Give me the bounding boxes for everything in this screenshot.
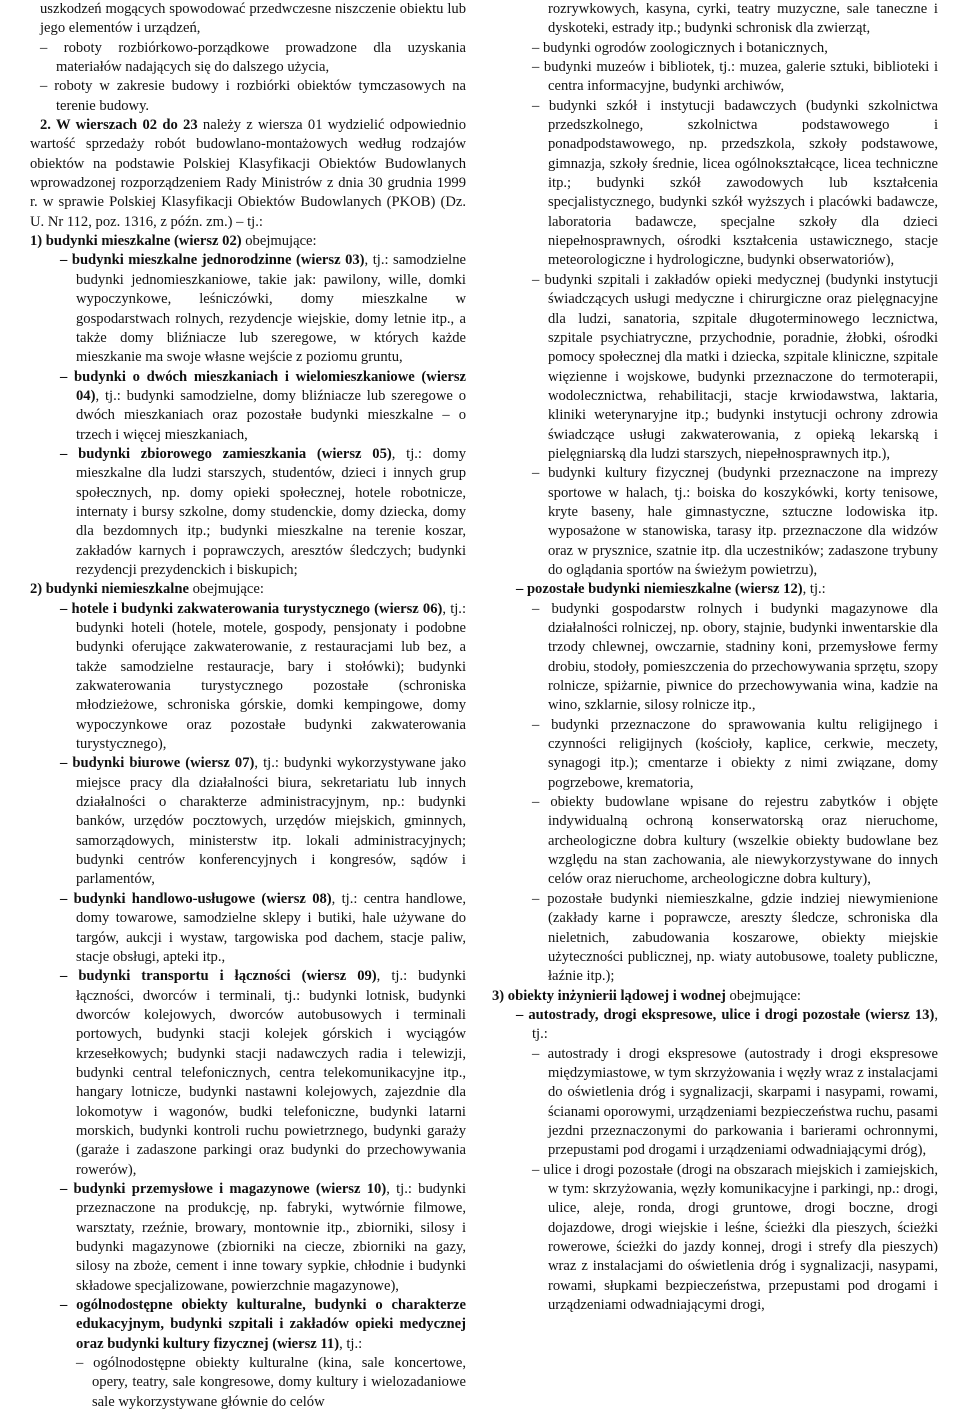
list-item: – hotele i budynki zakwaterowania turystycznego (wiersz 06), tj.: budynki hoteli (hotele, motele, gospody, pensjonaty i podobne budynki oferujące zakwaterowanie, z restauracjami lub bez, a także samodzielne restauracje, bary i stołówki); budynki zakwaterowania turystycznego pozostałe (schroniska młodzieżowe, schroniska górskie, domki kempingowe, domy wypoczynkowe oraz pozostałe budynki zakwaterowania turystycznego), xyxy=(60,600,467,753)
list-item: – budynki kultury fizycznej (budynki przeznaczone na imprezy sportowe w halach, tj.: boiska do koszykówki, korty tenisowe, kryte baseny, hale gimnastyczne, sztuczne lodowiska itp. wyposażone w stanowiska, tarasy itp. przeznaczone dla widzów oraz w prysznice, szatnie itp. dla uczestników; zadaszone trybuny do oglądania sportów na świeżym powietrzu), xyxy=(532,465,938,578)
bold-text: – pozostałe budynki niemieszkalne (wiersz 12) xyxy=(516,581,803,598)
list-item: – budynki transportu i łączności (wiersz 09), tj.: budynki łączności, dworców i terminali, tj.: budynki lotnisk, budynki dworców kolejowych, dworców autobusowych i terminali portowych, budynki stacji kolejek górskich i wyciągów krzesełkowych; budynki stacji nadawczych radia i telewizji, budynki central telefonicznych, centra telekomunikacyjne itp., hangary lotnicze, budynki nastawni kolejowych, zajezdnie dla lokomotyw i wagonów, budki telefoniczne, budynki latarni morskich, budynki kontroli ruchu powietrznego, budynki garaży (garaże i zadaszone parkingi oraz budynki do przechowywania rowerów), xyxy=(60,968,467,1178)
list-item: – autostrady, drogi ekspresowe, ulice i drogi pozostałe (wiersz 13), tj.: xyxy=(516,1006,938,1043)
list-item: – budynki mieszkalne jednorodzinne (wiersz 03), tj.: samodzielne budynki jednomieszkaniowe, takie jak: pawilony, wille, domki wypoczynkowe, leśniczówki, domy mieszkalne w gospodarstwach rolnych, rezydencje wiejskie, domy letnie itp., a także domy bliźniacze lub szeregowe, w których każde mieszkanie ma swoje własne wejście z poziomu gruntu, xyxy=(60,252,466,366)
bold-text: – budynki handlowo-usługowe (wiersz 08) xyxy=(60,890,332,907)
bold-text: – budynki zbiorowego zamieszkania (wiersz 05) xyxy=(60,445,392,462)
list-item: – budynki szkół i instytucji badawczych (budynki szkolnictwa przedszkolnego, szkolnictwa podstawowego i ponadpodstawowego, np. przedszkola, szkoły podstawowe, gimnazja, szkoły średnie, licea ogólnokształcące, licea techniczne itp.; budynki szkół zawodowych lub kształcenia specjalistycznego, budynki szkół wyższych i placówki badawcze, laboratoria badawcze, specjalne szkoły dla dzieci niepełnosprawnych, ośrodki kształcenia ustawicznego, stacje meteorologiczne i hydrologiczne, budynki obserwatoriów), xyxy=(532,97,938,269)
list-item: – budynki biurowe (wiersz 07), tj.: budynki wykorzystywane jako miejsce pracy dla działalności biura, sekretariatu lub innych działalności o charakterze administracyjnym, np.: budynki banków, urzędów pocztowych, urzędów miejskich, gminnych, samorządowych, ministerstw itp. lokali administracyjnych; budynki centrów konferencyjnych i kongresów, sądów i parlamentów, xyxy=(60,755,466,888)
list-item: – pozostałe budynki niemieszkalne, gdzie indziej niewymienione (zakłady karne i poprawcze, areszty śledcze, schroniska dla nieletnich, zabudowania koszarowe, obiekty miejskie użyteczności publicznej, np. wiaty autobusowe, toalety publiczne, łaźnie itp.); xyxy=(532,890,938,985)
bold-text: – budynki przemysłowe i magazynowe (wiersz 10) xyxy=(60,1180,387,1197)
paragraph: 2. W wierszach 02 do 23 należy z wiersza 01 wydzielić odpowiednio wartość sprzedaży robót budowlano-montażowych według rodzajów obiektów na podstawie Polskiej Klasyfikacji Obiektów Budowlanych wprowadzonej rozporządzeniem Rady Ministrów z dnia 30 grudnia 1999 r. w sprawie Polskiej Klasyfikacji Obiektów Budowlanych (PKOB) (Dz. U. Nr 112, poz. 1316, z późn. zm.) – tj.: xyxy=(30,117,466,230)
bold-text: – hotele i budynki zakwaterowania turystycznego (wiersz 06) xyxy=(60,600,443,617)
bold-text: 2. W wierszach 02 do 23 xyxy=(40,117,198,134)
list-item: 1) budynki mieszkalne (wiersz 02) obejmujące: xyxy=(30,233,317,250)
list-item: – ogólnodostępne obiekty kulturalne (kina, sale koncertowe, opery, teatry, sale kongresowe, domy kultury i wielozadaniowe sale wykorzystywane głównie do celów xyxy=(76,1355,466,1410)
right-column xyxy=(492,0,938,1315)
bold-text: – autostrady, drogi ekspresowe, ulice i drogi pozostałe (wiersz 13) xyxy=(516,1006,935,1023)
list-item: – budynki handlowo-usługowe (wiersz 08), tj.: centra handlowe, domy towarowe, samodzielne sklepy i butiki, hale używane do targów, aukcji i wystaw, targowiska pod dachem, stacje paliw, stacje obsługi, apteki itp., xyxy=(60,890,466,965)
list-item: – ulice i drogi pozostałe (drogi na obszarach miejskich i zamiejskich, w tym: skrzyżowania, węzły komunikacyjne i parkingi, np.: drogi, ulice, aleje, ronda, drogi gruntowe, drogi boczne, drogi dojazdowe, drogi wiejskie i leśne, ścieżki dla pieszych, ścieżki rowerowe, ścieżki do jazdy konnej, drogi i strefy dla pieszych) wraz z instalacjami do oświetlenia dróg i sygnalizacji, nasypami, rowami, słupkami bezpieczeństwa, przepustami pod drogami i urządzeniami odwadniającymi drogi, xyxy=(532,1161,938,1314)
bold-text: – budynki mieszkalne jednorodzinne (wiersz 03) xyxy=(60,252,365,269)
list-item: 3) obiekty inżynierii lądowej i wodnej obejmujące: xyxy=(492,987,801,1004)
list-item: – budynki przemysłowe i magazynowe (wiersz 10), tj.: budynki przeznaczone na produkcję, np. fabryki, wytwórnie filmowe, warsztaty, rzeźnie, browary, montownie itp., zbiorniki, silosy i budynki magazynowe (zbiorniki na ciecze, zbiorniki na gazy, silosy na zboże, cement i inne towary sypkie, chłodnie i budynki składowe specjalizowane, powierzchnie magazynowe), xyxy=(60,1180,467,1294)
list-item: – ogólnodostępne obiekty kulturalne, budynki o charakterze edukacyjnym, budynki szpitali i zakładów opieki medycznej oraz budynki kultury fizycznej (wiersz 11), tj.: xyxy=(60,1297,466,1352)
bold-text: 3) obiekty inżynierii lądowej i wodnej xyxy=(492,987,726,1004)
left-column xyxy=(30,0,466,1412)
bold-text: – ogólnodostępne obiekty kulturalne, budynki o charakterze edukacyjnym, budynki szpitali i zakładów opieki medycznej oraz budynki kultury fizycznej (wiersz 11) xyxy=(60,1297,466,1352)
list-item: – budynki muzeów i bibliotek, tj.: muzea, galerie sztuki, biblioteki i centra informacyjne, budynki archiwów, xyxy=(532,59,938,95)
list-item: – roboty w zakresie budowy i rozbiórki obiektów tymczasowych na terenie budowy. xyxy=(40,78,466,114)
paragraph: rozrywkowych, kasyna, cyrki, teatry muzyczne, sale taneczne i dyskoteki, estrady itp.; budynki schronisk dla zwierząt, xyxy=(548,1,938,37)
bold-text: – budynki o dwóch mieszkaniach i wielomieszkaniowe (wiersz 04) xyxy=(60,368,466,404)
bold-text: – budynki biurowe (wiersz 07) xyxy=(60,755,255,772)
list-item: – roboty rozbiórkowo-porządkowe prowadzone dla uzyskania materiałów nadających się do dalszego użycia, xyxy=(40,39,466,76)
bold-text: – budynki transportu i łączności (wiersz 09) xyxy=(60,968,377,985)
bold-text: 1) budynki mieszkalne (wiersz 02) xyxy=(30,233,242,250)
list-item: – budynki gospodarstw rolnych i budynki magazynowe dla działalności rolniczej, np. obory, stajnie, budynki inwentarskie dla trzody chlewnej, owczarnie, stadniny koni, przemysłowe fermy drobiu, stodoły, pomieszczenia do przechowywania sprzętu, szopy rolnicze, spiżarnie, piwnice do przechowywania wina, kadzie na wino, szklarnie, silosy rolnicze itp., xyxy=(532,600,938,714)
bold-text: 2) budynki niemieszkalne xyxy=(30,581,189,598)
list-item: – budynki przeznaczone do sprawowania kultu religijnego i czynności religijnych (kościoły, kaplice, cerkwie, meczety, synagogi itp.); cmentarze i obiekty z nimi związane, domy pogrzebowe, krematoria, xyxy=(532,716,938,791)
list-item: 2) budynki niemieszkalne obejmujące: xyxy=(30,581,264,598)
list-item: – budynki o dwóch mieszkaniach i wielomieszkaniowe (wiersz 04), tj.: budynki samodzielne, domy bliźniacze lub szeregowe o dwóch mieszkaniach oraz pozostałe budynki mieszkalne – o trzech i więcej mieszkaniach, xyxy=(60,368,466,443)
list-item: – obiekty budowlane wpisane do rejestru zabytków i objęte indywidualną ochroną konserwatorską oraz nieruchome, archeologiczne dobra kultury (wszelkie obiekty budowlane bez względu na stan zachowania, ale niewykorzystywane do innych celów oraz nieruchome, archeologiczne dobra kultury), xyxy=(532,794,938,888)
paragraph: uszkodzeń mogących spowodować przedwczesne niszczenie obiektu lub jego elementów i urządzeń, xyxy=(40,1,466,37)
list-item: – budynki ogrodów zoologicznych i botanicznych, xyxy=(532,39,828,56)
list-item: – budynki zbiorowego zamieszkania (wiersz 05), tj.: domy mieszkalne dla ludzi starszych, studentów, dzieci i innych grup społecznych, np. domy opieki społecznej, hotele robotnicze, internaty i bursy szkolne, domy studenckie, domy dziecka, domy dla bezdomnych itp.; budynki mieszkalne na terenie koszar, zakładów karnych i poprawczych, aresztów śledczych; budynki rezydencji prezydenckich i biskupich; xyxy=(60,445,467,578)
list-item: – pozostałe budynki niemieszkalne (wiersz 12), tj.: xyxy=(516,581,826,598)
list-item: – budynki szpitali i zakładów opieki medycznej (budynki instytucji świadczących usługi medyczne i chirurgiczne oraz pielęgnacyjne dla ludzi, sanatoria, szpitale długoterminowego lecznictwa, szpitale psychiatryczne, przychodnie, poradnie, żłobki, ośrodki pomocy społecznej dla matki i dziecka, szpitale kliniczne, szpitale więzienne i wojskowe, budynki przeznaczone do termoterapii, wodolecznictwa, rehabilitacji, stacje krwiodawstwa, laktaria, kliniki weterynaryjne itp.; budynki instytucji ochrony zdrowia świadczące usługi zakwaterowania, z opieką lekarską i pielęgniarską dla ludzi starszych, niepełnosprawnych itp.), xyxy=(532,271,938,462)
list-item: – autostrady i drogi ekspresowe (autostrady i drogi ekspresowe międzymiastowe, w tym skrzyżowania i węzły wraz z instalacjami do oświetlenia dróg i sygnalizacji, skarpami i nasypami, rowami, ścianami oporowymi, urządzeniami bezpieczeństwa ruchu, pasami jezdni przeznaczonymi do parkowania i barierami ochronnymi, przepustami pod drogami i urządzeniami odwadniającymi dróg), xyxy=(532,1045,938,1159)
